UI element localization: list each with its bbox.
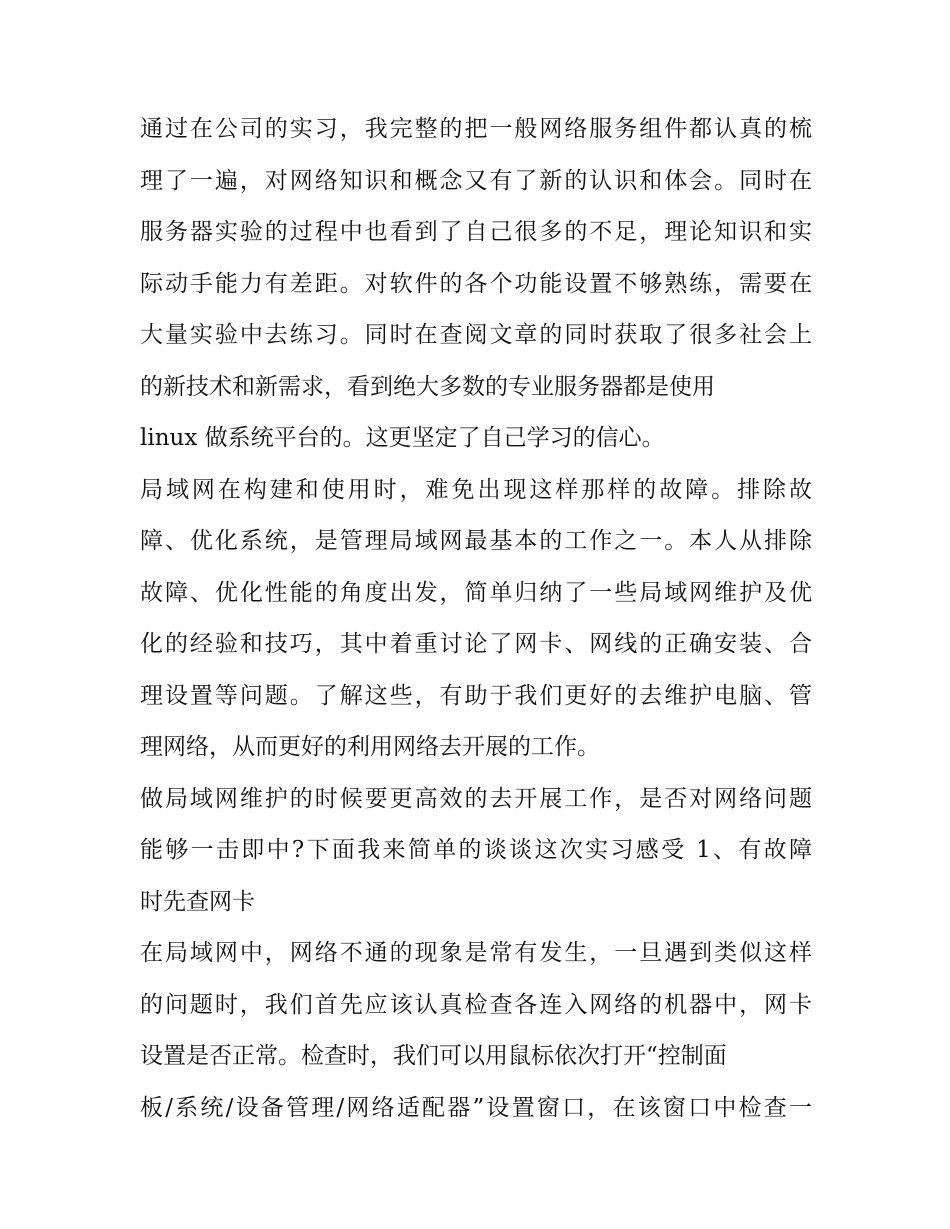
text-line: 的新技术和新需求，看到绝大多数的专业服务器都是使用 — [140, 373, 715, 400]
text-line: 障、优化系统，是管理局域网最基本的工作之一。本人从排除 — [140, 528, 812, 554]
text-line: linux 做系统平台的。这更坚定了自己学习的信心。 — [140, 425, 665, 451]
text-line: 际动手能力有差距。对软件的各个功能设置不够熟练，需要在 — [140, 270, 812, 297]
text-line: 理设置等问题。了解这些，有助于我们更好的去维护电脑、管 — [140, 682, 812, 709]
text-line: 服务器实验的过程中也看到了自己很多的不足，理论知识和实 — [140, 219, 812, 245]
text-line: 板/系统/设备管理/网络适配器”设置窗口，在该窗口中检查一 — [140, 1094, 812, 1121]
text-line: 故障、优化性能的角度出发，简单归纳了一些局域网维护及优 — [140, 579, 812, 606]
document-body — [140, 104, 812, 1134]
text-line: 设置是否正常。检查时，我们可以用鼠标依次打开“控制面 — [140, 1043, 727, 1069]
text-line: 局域网在构建和使用时，难免出现这样那样的故障。排除故 — [140, 476, 812, 503]
text-line: 理网络，从而更好的利用网络去开展的工作。 — [140, 734, 600, 760]
text-line: 的问题时，我们首先应该认真检查各连入网络的机器中，网卡 — [140, 991, 812, 1018]
text-line: 化的经验和技巧，其中着重讨论了网卡、网线的正确安装、合 — [140, 631, 812, 657]
text-line: 做局域网维护的时候要更高效的去开展工作，是否对网络问题 — [140, 785, 812, 812]
text-line: 在局域网中，网络不通的现象是常有发生，一旦遇到类似这样 — [140, 940, 812, 966]
text-line: 能够一击即中?下面我来简单的谈谈这次实习感受 1、有故障 — [140, 837, 812, 863]
text-line: 通过在公司的实习，我完整的把一般网络服务组件都认真的梳 — [140, 116, 812, 142]
text-line: 理了一遍，对网络知识和概念又有了新的认识和体会。同时在 — [140, 167, 812, 194]
text-line: 大量实验中去练习。同时在查阅文章的同时获取了很多社会上 — [140, 322, 812, 348]
text-line: 时先查网卡 — [140, 888, 255, 915]
